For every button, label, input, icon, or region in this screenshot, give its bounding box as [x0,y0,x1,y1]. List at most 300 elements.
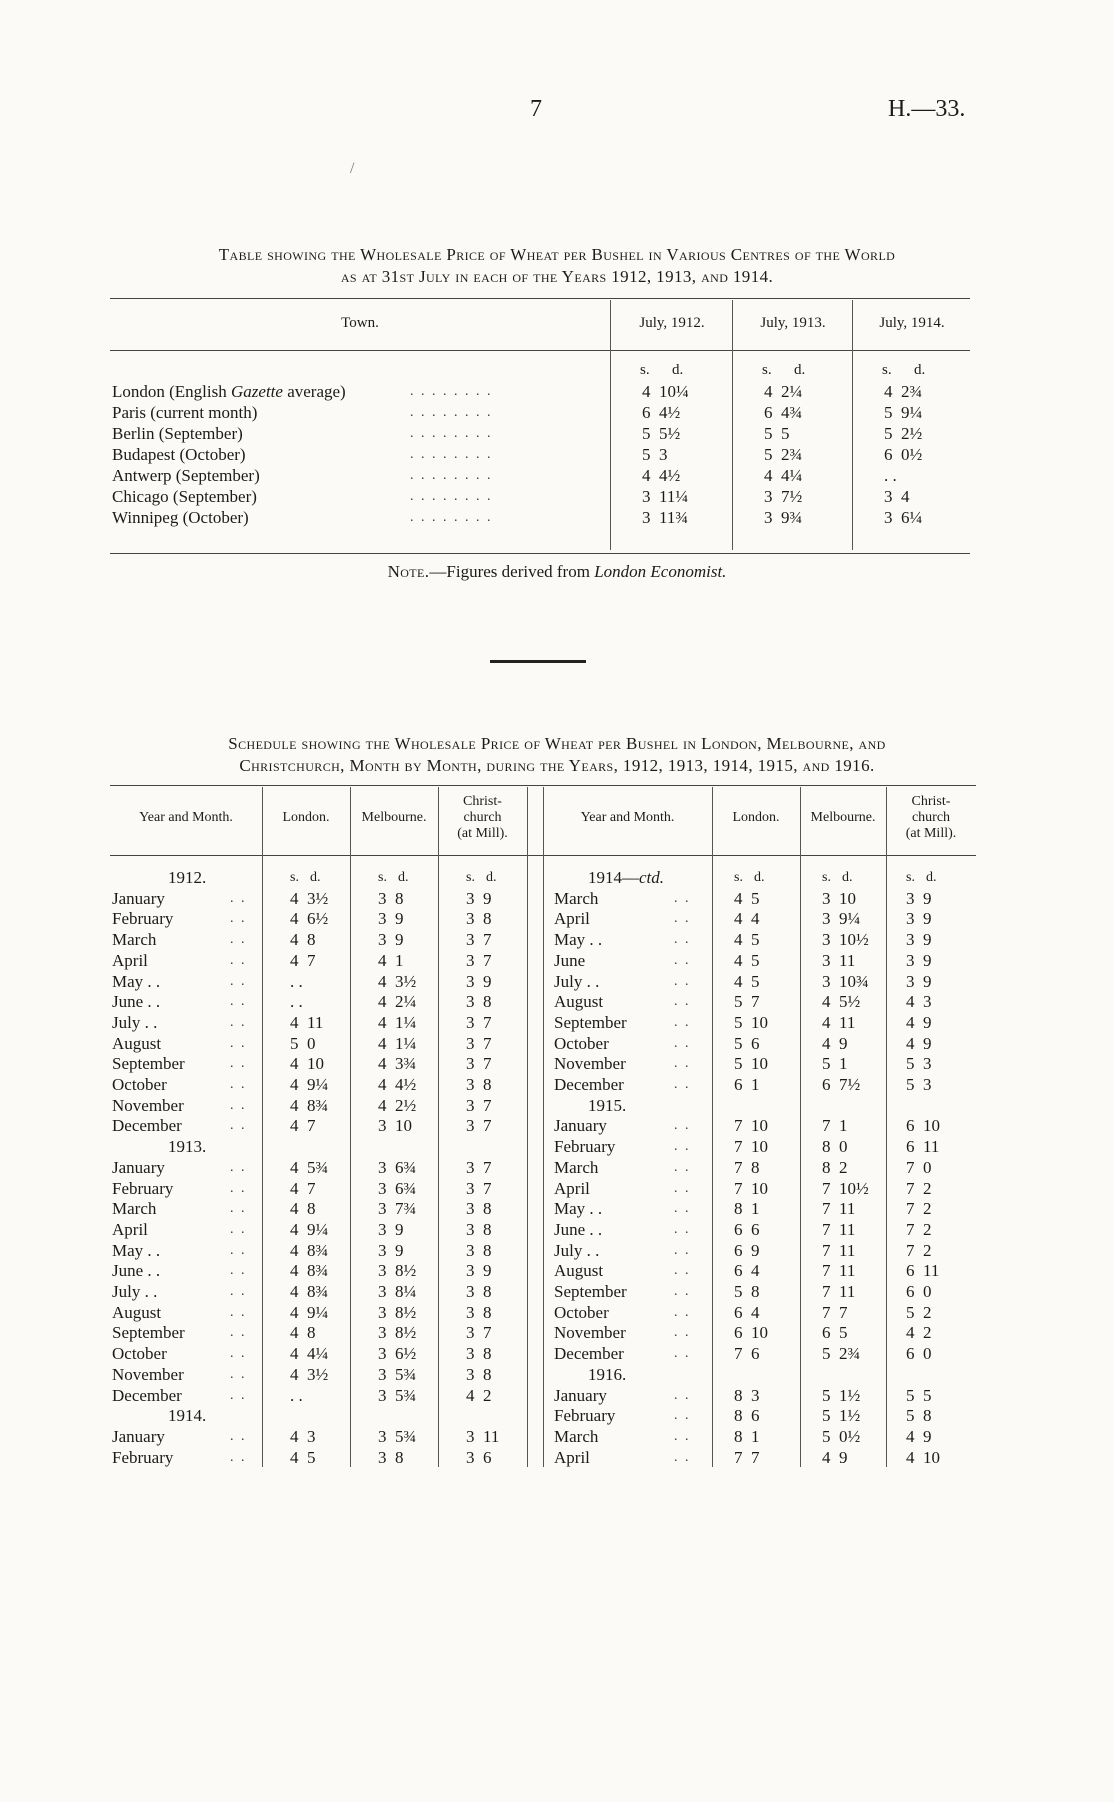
price-1914: 4 2¾ [884,382,923,401]
price-london: 4 8¾ [290,1095,329,1115]
town-name-text: average) [282,382,346,401]
price-london: 4 9¼ [290,1302,329,1322]
table2-col-divider [350,787,351,1467]
price-christchurch: 3 7 [466,1157,492,1177]
price-melbourne: 4 5½ [822,992,861,1012]
month-label: January [554,1385,607,1405]
leader-dots: . . [230,1263,247,1279]
unit-shillings: s. [762,362,772,378]
price-london: 7 10 [734,1178,768,1198]
table2-col-divider [712,787,713,1467]
price-london: 4 7 [290,950,316,970]
table1-header-1914: July, 1914. [879,315,945,331]
price-london: . . [290,1385,303,1405]
table2-col-divider [438,787,439,1467]
leader-dots: . . [230,1097,247,1113]
price-melbourne: 3 9 [378,1240,404,1260]
month-label: January [112,888,165,908]
unit-pence: d. [398,870,409,885]
price-melbourne: 3 8½ [378,1261,417,1281]
price-london: 7 7 [734,1447,760,1467]
month-label: April [554,1447,590,1467]
leader-dots: . . [230,1242,247,1258]
price-london: 6 4 [734,1261,760,1281]
price-1913: 4 4¼ [764,466,803,485]
price-christchurch: 6 0 [906,1282,932,1301]
leader-dots: . . [230,911,247,927]
price-london: 4 8¾ [290,1282,329,1301]
note-source: London Economist. [594,562,727,581]
price-1913: 3 9¾ [764,508,803,527]
leader-dots: . . [674,1242,691,1258]
price-1914: 5 9¼ [884,403,923,422]
price-melbourne: 3 8 [378,888,404,908]
price-london: 6 6 [734,1219,760,1239]
header-line: (at Mill). [457,826,508,841]
town-name [112,445,246,465]
price-melbourne: 7 11 [822,1282,856,1301]
price-london: 4 5¾ [290,1157,329,1177]
table1-title-line1: Table showing the Wholesale Price of Wheat per Bushel in Various Centres of the World [218,245,896,264]
leader-dots: . . [674,973,691,989]
price-1912: 3 11¾ [642,508,689,527]
price-christchurch: 3 9 [906,971,932,991]
month-label: June [554,950,586,970]
year-heading: 1914. [168,1406,207,1426]
price-christchurch: 3 8 [466,1302,492,1322]
header-line: (at Mill). [905,826,957,841]
town-name [112,424,243,444]
month-label: July . . [112,1012,158,1032]
leader-dots: . . [230,1056,247,1072]
price-melbourne: 3 8 [378,1447,404,1467]
month-label: August [554,1261,604,1281]
price-christchurch: 4 9 [906,1012,932,1032]
table2-header-christchurch [438,794,527,842]
month-label: November [112,1364,184,1384]
price-london: 5 6 [734,1033,760,1053]
table1-header-town: Town. [341,315,379,331]
price-london: 4 5 [734,971,760,991]
price-melbourne: 3 8½ [378,1323,417,1343]
month-label: May . . [554,930,603,950]
leader-dots: . . . . . . . . [410,405,493,420]
price-christchurch: 3 9 [466,971,492,991]
price-christchurch: 3 7 [466,950,492,970]
price-1914: 5 2½ [884,424,923,443]
month-label: May . . [112,1240,161,1260]
leader-dots: . . [674,911,691,927]
leader-dots: . . [230,1014,247,1030]
leader-dots: . . [674,1180,691,1196]
price-melbourne: 7 11 [822,1261,856,1281]
table1-title-line2: as at 31st July in each of the Years 1912, 1913, and 1914. [340,267,774,286]
page-number: 7 [530,96,542,122]
price-1914: 3 6¼ [884,508,923,527]
price-melbourne: 3 5¾ [378,1364,417,1384]
price-london: 4 9¼ [290,1219,329,1239]
price-christchurch: 4 9 [906,1426,932,1446]
price-london: 4 8 [290,1323,316,1343]
leader-dots: . . [230,952,247,968]
price-melbourne: 5 0½ [822,1426,861,1446]
price-melbourne: 3 6¾ [378,1157,417,1177]
month-label: May . . [554,1199,603,1219]
leader-dots: . . [230,1428,247,1444]
price-london: 8 3 [734,1385,760,1405]
price-1912: 4 4½ [642,466,681,485]
header-line: church [463,810,502,825]
price-london: 8 1 [734,1426,760,1446]
price-melbourne: 5 1½ [822,1385,861,1405]
table1-header-rule [110,350,970,351]
price-london: 8 1 [734,1199,760,1219]
table1-header-1913: July, 1913. [760,315,826,331]
leader-dots: . . [230,1035,247,1051]
month-label: January [112,1157,165,1177]
table1-note [0,562,1114,582]
price-london: 4 6½ [290,909,329,929]
month-label: April [112,950,148,970]
month-label: October [112,1075,167,1094]
unit-pence: d. [754,870,765,885]
leader-dots: . . [674,1449,691,1465]
price-melbourne: 7 11 [822,1219,856,1239]
price-christchurch: 3 11 [466,1426,500,1446]
price-christchurch: 3 7 [466,1116,492,1136]
price-christchurch: 4 10 [906,1447,940,1467]
table2-col-divider [800,787,801,1467]
table1-bottom-rule [110,553,970,554]
price-london: 5 0 [290,1033,316,1053]
price-christchurch: 7 2 [906,1178,932,1198]
leader-dots: . . [230,1159,247,1175]
unit-shillings: s. [466,870,475,885]
unit-pence: d. [794,362,806,378]
price-christchurch: 7 2 [906,1219,932,1239]
stray-mark: / [350,160,355,177]
price-1912: 5 3 [642,445,668,464]
unit-pence: d. [926,870,937,885]
price-christchurch: 3 8 [466,1364,492,1384]
price-christchurch: 3 8 [466,1075,492,1094]
month-label: June . . [112,1261,161,1281]
month-label: August [112,1302,162,1322]
price-christchurch: 7 2 [906,1199,932,1219]
month-label: February [112,1447,174,1467]
price-1913: 3 7½ [764,487,803,506]
leader-dots: . . . . . . . . [410,489,493,504]
price-christchurch: 7 0 [906,1157,932,1177]
month-label: March [112,1199,157,1219]
leader-dots: . . . . . . . . [410,426,493,441]
price-christchurch: 3 9 [906,950,932,970]
unit-shillings: s. [882,362,892,378]
month-label: December [554,1344,624,1364]
town-name [112,487,257,507]
unit-pence: d. [672,362,684,378]
leader-dots: . . . . . . . . [410,510,493,525]
month-label: February [112,909,174,929]
price-christchurch: 3 7 [466,1178,492,1198]
price-melbourne: 3 7¾ [378,1199,417,1219]
table2-header-christchurch [886,794,976,842]
unit-shillings: s. [906,870,915,885]
table2-header-melbourne: Melbourne. [361,810,427,825]
leader-dots: . . [674,1077,691,1092]
price-melbourne: 3 10¾ [822,971,869,991]
leader-dots: . . [230,1201,247,1217]
price-melbourne: 3 5¾ [378,1385,417,1405]
price-london: 4 4 [734,909,760,929]
month-label: December [554,1075,624,1094]
price-melbourne: 7 10½ [822,1178,869,1198]
price-london: 4 3½ [290,1364,329,1384]
leader-dots: . . [674,932,691,948]
unit-pence: d. [486,870,497,885]
table1-top-rule [110,298,970,299]
price-london: 4 5 [290,1447,316,1467]
leader-dots: . . [230,1449,247,1465]
price-christchurch: 4 2 [466,1385,492,1405]
price-christchurch: 6 10 [906,1116,940,1136]
price-christchurch: 7 2 [906,1240,932,1260]
month-label: March [112,930,157,950]
section-separator [490,660,586,663]
table2-header-london: London. [732,810,780,825]
price-melbourne: 3 10 [378,1116,412,1136]
price-christchurch: 5 3 [906,1075,932,1094]
price-christchurch: 6 11 [906,1261,940,1281]
price-1913: 5 2¾ [764,445,803,464]
price-christchurch: 3 9 [466,888,492,908]
price-melbourne: 3 6½ [378,1344,417,1364]
leader-dots: . . . . . . . . [410,384,493,399]
leader-dots: . . [674,1387,691,1403]
table2-center-divider [543,787,544,1467]
price-melbourne: 5 2¾ [822,1344,861,1364]
price-melbourne: 7 11 [822,1240,856,1260]
price-melbourne: 4 9 [822,1447,848,1467]
price-christchurch: 3 8 [466,992,492,1012]
price-london: 4 8 [290,930,316,950]
price-melbourne: 5 1½ [822,1406,861,1426]
header-line: church [911,810,951,825]
document-code: H.—33. [888,96,966,122]
price-melbourne: 3 5¾ [378,1426,417,1446]
town-name-text: Budapest (October) [112,445,246,464]
leader-dots: . . [674,1408,691,1424]
table2-header-year-month: Year and Month. [139,810,233,825]
price-christchurch: 3 8 [466,1240,492,1260]
month-label: October [554,1302,609,1322]
month-label: July . . [554,971,600,991]
town-name-text: Berlin (September) [112,424,243,443]
table2-center-divider [527,787,528,1467]
leader-dots: . . [674,1014,691,1030]
price-melbourne: 5 1 [822,1054,848,1074]
month-label: February [112,1178,174,1198]
leader-dots: . . [674,952,691,968]
price-melbourne: 8 0 [822,1137,848,1157]
price-1912: 3 11¼ [642,487,689,506]
year-heading-italic: ctd. [639,868,665,887]
price-melbourne: 4 1¼ [378,1033,417,1053]
price-christchurch: 3 8 [466,1199,492,1219]
month-label: December [112,1116,182,1136]
leader-dots: . . [674,1056,691,1072]
price-christchurch: 3 7 [466,1095,492,1115]
unit-pence: d. [842,870,853,885]
month-label: September [554,1012,627,1032]
month-label: March [554,888,599,908]
table2-title-line1: Schedule showing the Wholesale Price of Wheat per Bushel in London, Melbourne, and [228,734,886,753]
price-christchurch: 6 11 [906,1137,940,1157]
price-christchurch: 5 8 [906,1406,932,1426]
unit-shillings: s. [822,870,831,885]
month-label: March [554,1426,599,1446]
month-label: June . . [554,1219,603,1239]
price-melbourne: 3 10½ [822,930,869,950]
leader-dots: . . [230,890,247,906]
price-london: 6 10 [734,1323,768,1343]
unit-shillings: s. [378,870,387,885]
price-london: 6 9 [734,1240,760,1260]
unit-pence: d. [310,870,321,885]
leader-dots: . . [230,1118,247,1134]
price-london: 4 10 [290,1054,324,1074]
month-label: December [112,1385,182,1405]
leader-dots: . . [674,1118,691,1134]
leader-dots: . . [674,1159,691,1175]
price-melbourne: 4 2¼ [378,992,417,1012]
price-melbourne: 4 1 [378,950,404,970]
header-line: Christ- [463,794,502,809]
table2-header-melbourne: Melbourne. [810,810,876,825]
price-london: 4 3 [290,1426,316,1446]
price-christchurch: 3 9 [906,930,932,950]
leader-dots: . . [674,1428,691,1444]
table2-header-london: London. [282,810,330,825]
year-heading: 1916. [588,1364,627,1384]
table2-col-divider [886,787,887,1467]
price-christchurch: 3 7 [466,1323,492,1343]
price-1913: 5 5 [764,424,790,443]
price-christchurch: 3 7 [466,1054,492,1074]
month-label: April [554,909,590,929]
month-label: November [112,1095,184,1115]
month-label: October [112,1344,167,1364]
month-label: July . . [554,1240,600,1260]
unit-shillings: s. [734,870,743,885]
town-name-text: London (English [112,382,231,401]
price-london: 4 4¼ [290,1344,329,1364]
price-1912: 6 4½ [642,403,681,422]
month-label: July . . [112,1282,158,1301]
table1-col-divider [610,300,611,550]
price-melbourne: 3 9 [378,930,404,950]
month-label: October [554,1033,609,1053]
month-label: May . . [112,971,161,991]
price-christchurch: 3 9 [906,909,932,929]
leader-dots: . . [230,1346,247,1362]
month-label: August [554,992,604,1012]
leader-dots: . . [674,994,691,1010]
price-1913: 4 2¼ [764,382,803,401]
price-christchurch: 3 7 [466,930,492,950]
unit-shillings: s. [290,870,299,885]
month-label: April [112,1219,148,1239]
price-london: 8 6 [734,1406,760,1426]
price-melbourne: 3 6¾ [378,1178,417,1198]
leader-dots: . . [230,1304,247,1320]
price-london: . . [290,992,303,1012]
price-london: 4 5 [734,930,760,950]
table2-col-divider [262,787,263,1467]
leader-dots: . . [230,1221,247,1237]
month-label: September [554,1282,627,1301]
price-christchurch: 3 8 [466,1344,492,1364]
price-london: 6 1 [734,1075,760,1094]
month-label: March [554,1157,599,1177]
year-heading [588,868,664,888]
price-christchurch: 3 7 [466,1012,492,1032]
price-melbourne: 4 3½ [378,971,417,991]
price-london: 4 5 [734,950,760,970]
leader-dots: . . [674,1139,691,1155]
price-1914: 6 0½ [884,445,923,464]
month-label: September [112,1323,185,1343]
leader-dots: . . [674,1201,691,1217]
month-label: August [112,1033,162,1053]
price-melbourne: 7 11 [822,1199,856,1219]
town-name [112,466,260,486]
leader-dots: . . [230,932,247,948]
leader-dots: . . . . . . . . [410,468,493,483]
price-london: 4 8¾ [290,1261,329,1281]
price-melbourne: 3 11 [822,950,856,970]
town-name-text: Chicago (September) [112,487,257,506]
price-christchurch: 3 8 [466,1219,492,1239]
price-london: 5 10 [734,1012,768,1032]
price-melbourne: 3 9¼ [822,909,861,929]
price-london: 7 10 [734,1116,768,1136]
leader-dots: . . [230,1387,247,1403]
price-melbourne: 4 4½ [378,1075,417,1094]
price-christchurch: 3 8 [466,909,492,929]
price-london: 4 7 [290,1116,316,1136]
price-london: 5 10 [734,1054,768,1074]
leader-dots: . . [674,1284,691,1299]
price-london: 7 6 [734,1344,760,1364]
year-heading: 1912. [168,868,207,887]
price-christchurch: 4 3 [906,992,932,1012]
price-melbourne: 8 2 [822,1157,848,1177]
year-heading-text: 1914— [588,868,639,887]
leader-dots: . . [674,1346,691,1362]
price-christchurch: 6 0 [906,1344,932,1364]
leader-dots: . . [230,994,247,1010]
leader-dots: . . [230,1325,247,1341]
price-melbourne: 7 1 [822,1116,848,1136]
month-label: April [554,1178,590,1198]
month-label: November [554,1054,626,1074]
month-label: September [112,1054,185,1074]
year-heading: 1913. [168,1137,207,1157]
town-name-italic: Gazette [231,382,283,401]
price-christchurch: 5 3 [906,1054,932,1074]
price-melbourne: 3 8¼ [378,1282,417,1301]
